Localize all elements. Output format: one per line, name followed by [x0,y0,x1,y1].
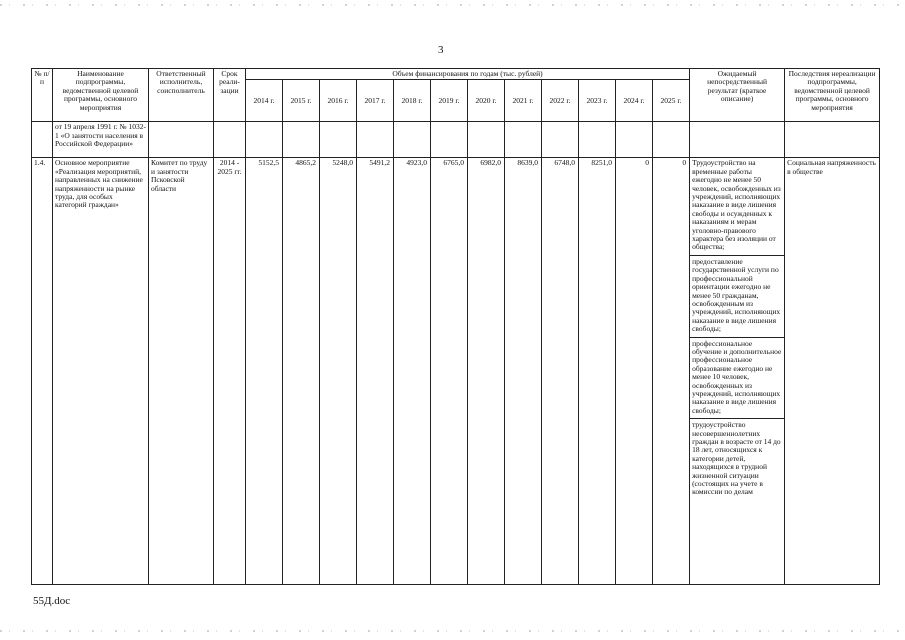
cell-empty [542,122,579,158]
year-header: 2017 г. [357,80,394,122]
year-header: 2018 г. [394,80,431,122]
scan-artifact-bottom [0,630,905,632]
result-item: предоставление государственной услуги по профессиональной ориентации ежегодно не менее 50 гражданам, освобожденным из учреждений, исполняющих наказание в виде лишения свободы; [690,255,784,334]
year-header: 2021 г. [505,80,542,122]
cell-empty [505,122,542,158]
header-responsible: Ответственный исполнитель, соисполнитель [149,69,214,122]
cell-empty [149,122,214,158]
year-header: 2022 г. [542,80,579,122]
cell-empty [616,122,653,158]
row-responsible: Комитет по труду и занятости Псковской области [149,158,214,585]
cell-empty [690,122,785,158]
funding-value: 4923,0 [394,158,431,585]
cell-empty [357,122,394,158]
continuation-name: от 19 апреля 1991 г. № 1032-1 «О занятости населения в Российской Федерации» [53,122,149,158]
funding-value: 5152,5 [246,158,283,585]
result-item: профессиональное обучение и дополнительное профессиональное образование ежегодно не менее 10 человек, освобожденных из учреждений, исполняющих наказание в виде лишения свободы; [690,337,784,416]
year-header: 2024 г. [616,80,653,122]
funding-value: 8251,0 [579,158,616,585]
cell-empty [431,122,468,158]
row-term: 2014 - 2025 гг. [214,158,246,585]
header-name: Наименование подпрограммы, ведомственной целевой программы, основного мероприятия [53,69,149,122]
cell-empty [785,122,880,158]
header-row-1 [32,69,880,80]
cell-empty [246,122,283,158]
year-header: 2019 г. [431,80,468,122]
cell-empty [579,122,616,158]
continuation-row [32,122,880,158]
funding-value: 6765,0 [431,158,468,585]
cell-empty [653,122,690,158]
cell-empty [468,122,505,158]
row-consequences: Социальная напряженность в обществе [785,158,880,585]
funding-value: 0 [653,158,690,585]
program-table [31,68,880,585]
year-header: 2025 г. [653,80,690,122]
scan-artifact-top [0,4,905,6]
header-term: Срок реали-зации [214,69,246,122]
year-header: 2023 г. [579,80,616,122]
header-funding: Объем финансирования по годам (тыс. рублей) [246,69,690,80]
result-item: Трудоустройство на временные работы ежегодно не менее 50 человек, освобожденных из учреждений, исполняющих наказание в виде лишения свободы и осужденных к наказаниям и мерам уголовно-правового характера без изоляции от общества; [692,158,781,252]
document-filename: 55Д.doc [33,595,71,607]
row-name: Основное мероприятие «Реализация мероприятий, направленных на снижение напряженности на рынке труда, для особых категорий граждан» [53,158,149,585]
cell-empty [394,122,431,158]
cell-empty [283,122,320,158]
header-result: Ожидаемый непосредственный результат (краткое описание) [690,69,785,122]
result-item: трудоустройство несовершеннолетних граждан в возрасте от 14 до 18 лет, относящихся к категории детей, находящихся в трудной жизненной ситуации (состоящих на учете в комиссии по делам [690,418,784,497]
funding-value: 0 [616,158,653,585]
funding-value: 8639,0 [505,158,542,585]
cell-empty [32,122,53,158]
funding-value: 5248,0 [320,158,357,585]
header-number: № п/п [32,69,53,122]
funding-value: 4865,2 [283,158,320,585]
funding-value: 6982,0 [468,158,505,585]
header-consequences: Последствия нереализации подпрограммы, ведомственной целевой программы, основного мероприятия [785,69,880,122]
year-header: 2015 г. [283,80,320,122]
page-number: 3 [438,44,444,56]
funding-value: 5491,2 [357,158,394,585]
table-row [32,158,880,585]
row-results [690,158,785,585]
year-header: 2020 г. [468,80,505,122]
year-header: 2016 г. [320,80,357,122]
row-number: 1.4. [32,158,53,585]
cell-empty [320,122,357,158]
funding-value: 6748,0 [542,158,579,585]
cell-empty [214,122,246,158]
year-header: 2014 г. [246,80,283,122]
